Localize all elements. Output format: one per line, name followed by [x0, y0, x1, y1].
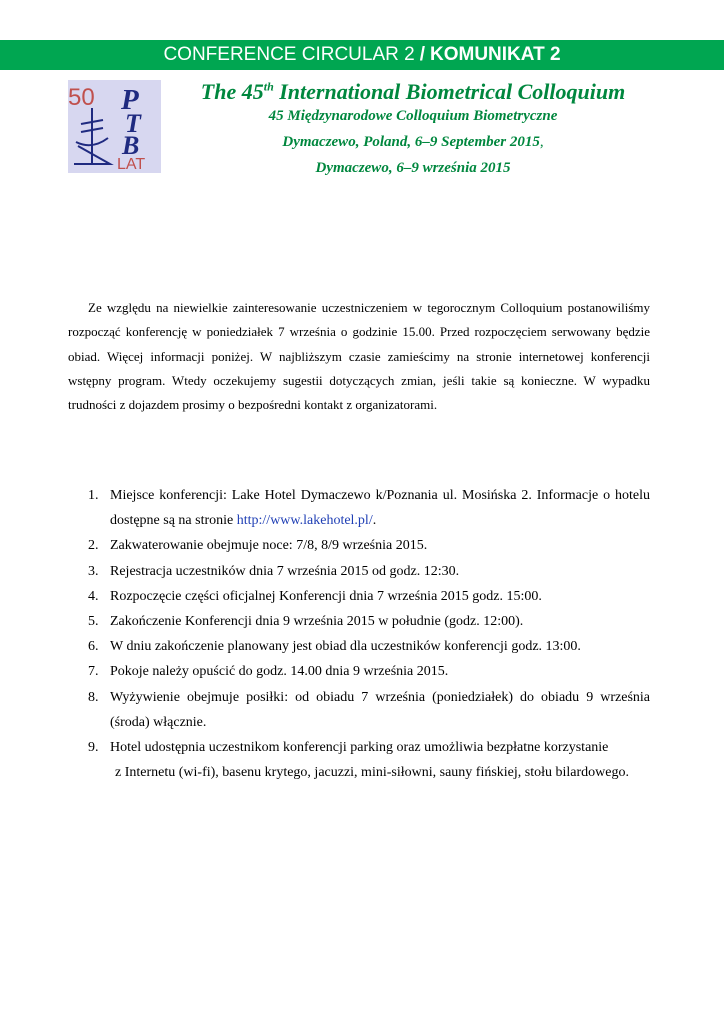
list-number: 5. [88, 614, 99, 630]
conference-title [170, 78, 656, 106]
list-text-continued: z Internetu (wi-fi), basenu krytego, jacuzzi, mini-siłowni, sauny fińskiej, stołu bilardowego. [115, 765, 629, 781]
list-number: 2. [88, 538, 99, 554]
list-text: Miejsce konferencji: Lake Hotel Dymaczewo k/Poznania ul. Mosińska 2. Informacje o hotelu dostępne są na stronie [110, 488, 650, 529]
ptb-50-logo [68, 80, 161, 173]
list-text: Rozpoczęcie części oficjalnej Konferencji dnia 7 września 2015 godz. 15:00. [110, 588, 542, 604]
logo-word: LAT [117, 156, 146, 173]
title-suffix: International Biometrical Colloquium [273, 79, 626, 104]
list-item [68, 559, 650, 584]
list-number: 7. [88, 664, 99, 680]
logo-letter-b: B [122, 131, 140, 160]
list-number: 1. [88, 488, 99, 503]
list-text: W dniu zakończenie planowany jest obiad dla uczestników konferencji godz. 13:00. [110, 639, 581, 655]
list-number: 3. [88, 563, 99, 579]
list-item [68, 584, 650, 609]
list-number: 9. [88, 740, 99, 756]
banner-separator: / [419, 44, 425, 65]
hotel-website-link[interactable]: http://www.lakehotel.pl/ [236, 513, 373, 529]
logo-graphic [68, 80, 161, 173]
intro-paragraph [68, 296, 650, 417]
list-item [68, 659, 650, 684]
subtitle-polish: 45 Międzynarodowe Colloquium Biometryczne [268, 108, 558, 124]
list-text: Hotel udostępnia uczestnikom konferencji parking oraz umożliwia bezpłatne korzystanie [110, 740, 609, 756]
information-list [68, 483, 650, 785]
logo-letter-p: P [121, 84, 139, 116]
list-text: Zakwaterowanie obejmuje noce: 7/8, 8/9 września 2015. [110, 538, 428, 554]
list-item [68, 685, 650, 735]
list-number: 8. [88, 689, 99, 705]
location-polish: Dymaczewo, 6–9 września 2015 [315, 160, 511, 176]
title-ordinal: th [263, 79, 274, 94]
list-text: Rejestracja uczestników dnia 7 września 2015 od godz. 12:30. [110, 563, 460, 579]
list-item [68, 735, 650, 785]
list-item [68, 533, 650, 558]
list-item [68, 483, 650, 533]
banner-english: CONFERENCE CIRCULAR 2 [163, 44, 415, 65]
location-comma: , [539, 134, 544, 150]
location-english [170, 132, 656, 152]
list-item [68, 609, 650, 634]
list-text: Pokoje należy opuścić do godz. 14.00 dnia 9 września 2015. [110, 664, 449, 680]
logo-number: 50 [68, 84, 95, 111]
list-number: 6. [88, 639, 99, 655]
list-text: Wyżywienie obejmuje posiłki: od obiadu 7 września (poniedziałek) do obiadu 9 września (środa) włącznie. [110, 689, 650, 730]
title-prefix: The 45 [200, 79, 264, 104]
list-item [68, 634, 650, 659]
location-english-text: Dymaczewo, Poland, 6–9 September 2015 [282, 134, 540, 150]
list-text-end: . [372, 513, 377, 529]
intro-text: Ze względu na niewielkie zainteresowanie uczestniczeniem w tegorocznym Colloquium postanowiliśmy rozpocząć konferencję w poniedziałek 7 września o godzinie 15.00. Przed rozpoczęciem serwowany będzie obiad. Więcej informacji poniżej. W najbliższym czasie zamieścimy na stronie internetowej konferencji wstępny program. Wtedy oczekujemy sugestii dotyczących zmian, jeśli takie są konieczne. W wypadku trudności z dojazdem prosimy o bezpośredni kontakt z organizatorami. [68, 300, 650, 413]
list-text: Zakończenie Konferencji dnia 9 września 2015 w południe (godz. 12:00). [110, 614, 524, 630]
list-number: 4. [88, 588, 99, 604]
logo-symbol-icon [74, 108, 110, 164]
logo-letter-t: T [125, 109, 141, 138]
banner-polish: KOMUNIKAT 2 [430, 44, 561, 65]
conference-circular-banner [0, 40, 724, 70]
